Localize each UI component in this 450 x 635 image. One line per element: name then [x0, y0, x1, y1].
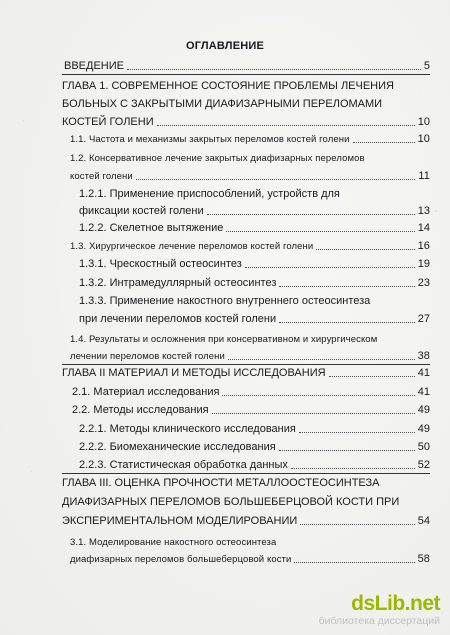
toc-entry-title: 1.3.1. Чрескостный остеосинтез	[79, 258, 242, 270]
toc-entry-page: 52	[417, 459, 430, 471]
toc-entry[interactable]	[72, 404, 430, 417]
toc-entry[interactable]	[79, 441, 430, 454]
toc-entry-page: 49	[417, 423, 430, 435]
toc-entry-page: 11	[418, 170, 430, 182]
toc-entry[interactable]	[62, 116, 430, 129]
toc-leader	[279, 322, 415, 323]
toc-entry[interactable]	[64, 60, 430, 73]
underline-rule	[62, 364, 430, 365]
toc-entry-line: 1.4. Результаты и осложнения при консервативном и хирургическом	[70, 334, 378, 345]
toc-entry-line: 1.2.1. Применение приспособлений, устройств для	[79, 188, 340, 200]
toc-entry[interactable]	[70, 350, 430, 363]
toc-entry[interactable]	[70, 240, 430, 253]
toc-entry-page: 5	[423, 60, 430, 72]
dslib-watermark	[319, 593, 440, 627]
toc-leader	[245, 267, 415, 268]
toc-entry-title: 1.3.2. Интрамедуллярный остеосинтез	[79, 277, 277, 289]
toc-entry[interactable]	[79, 459, 430, 472]
toc-entry-line: БОЛЬНЫХ С ЗАКРЫТЫМИ ДИАФИЗАРНЫМИ ПЕРЕЛОМАМИ	[62, 98, 383, 110]
toc-entry[interactable]	[79, 258, 430, 271]
toc-entry[interactable]	[79, 205, 430, 218]
toc-entry-page: 49	[417, 404, 430, 416]
toc-leader	[222, 395, 414, 396]
toc-entry-title: фиксации костей голени	[79, 205, 204, 217]
toc-entry[interactable]	[79, 423, 430, 436]
toc-leader	[212, 413, 415, 414]
toc-entry-line: ГЛАВА 1. СОВРЕМЕННОЕ СОСТОЯНИЕ ПРОБЛЕМЫ ЛЕЧЕНИЯ	[62, 80, 394, 92]
toc-leader	[136, 179, 416, 180]
toc-entry[interactable]	[70, 170, 430, 183]
toc-entry-page: 54	[417, 515, 430, 527]
toc-entry-page: 19	[417, 258, 430, 270]
toc-entry-page: 38	[417, 350, 430, 362]
toc-entry-title: 1.1. Частота и механизмы закрытых переломов костей голени	[70, 134, 350, 145]
toc-entry-title: диафизарных переломов большеберцовой кости	[70, 554, 292, 565]
toc-entry-page: 41	[417, 367, 430, 379]
toc-entry-title: 2.1. Материал исследования	[72, 386, 220, 398]
underline-rule	[62, 473, 430, 474]
toc-entry-title: 2.2. Методы исследования	[72, 404, 209, 416]
toc-entry[interactable]	[72, 386, 430, 399]
toc-entry-page: 27	[417, 313, 430, 325]
toc-leader	[294, 562, 414, 563]
toc-entry-line: 1.3.3. Применение накостного внутреннего остеосинтеза	[79, 295, 371, 307]
toc-leader	[291, 468, 415, 469]
toc-entry[interactable]	[62, 515, 430, 528]
toc-entry-page: 10	[417, 133, 430, 145]
toc-leader	[157, 125, 415, 126]
toc-entry-line: 3.1. Моделирование накостного остеосинтеза	[70, 537, 277, 548]
toc-leader	[226, 231, 414, 232]
page-title: ОГЛАВЛЕНИЕ	[185, 40, 265, 52]
toc-entry-title: лечении переломов костей голени	[70, 351, 225, 362]
toc-entry-page: 13	[417, 205, 430, 217]
toc-entry-title: 1.2.2. Скелетное вытяжение	[79, 222, 224, 234]
toc-entry-page: 50	[417, 441, 430, 453]
dslib-logo: dsLib.net	[351, 592, 440, 615]
toc-leader	[316, 249, 414, 250]
toc-entry-title: 2.2.1. Методы клинического исследования	[79, 423, 296, 435]
toc-entry[interactable]	[79, 277, 430, 290]
toc-leader	[279, 286, 414, 287]
toc-leader	[207, 214, 415, 215]
toc-entry-title: КОСТЕЙ ГОЛЕНИ	[62, 116, 154, 128]
toc-entry-title: 2.2.2. Биомеханические исследования	[79, 441, 276, 453]
toc-entry-title: при лечении переломов костей голени	[79, 313, 277, 325]
toc-leader	[353, 142, 415, 143]
toc-entry[interactable]	[79, 313, 430, 326]
toc-entry[interactable]	[62, 367, 430, 380]
toc-entry[interactable]	[70, 133, 430, 146]
toc-entry-title: ЭКСПЕРИМЕНТАЛЬНОМ МОДЕЛИРОВАНИИ	[62, 515, 298, 527]
toc-entry-title: костей голени	[70, 171, 133, 182]
toc-leader	[329, 376, 415, 377]
toc-entry-title: 1.3. Хирургическое лечение переломов костей голени	[70, 241, 314, 252]
toc-entry-title: 2.2.3. Статистическая обработка данных	[79, 459, 288, 471]
toc-entry-page: 16	[417, 240, 430, 252]
toc-leader	[279, 450, 415, 451]
toc-entry-line: ДИАФИЗАРНЫХ ПЕРЕЛОМОВ БОЛЬШЕБЕРЦОВОЙ КОСТИ ПРИ	[62, 496, 400, 508]
toc-entry-page: 58	[417, 553, 430, 565]
toc-entry-page: 41	[417, 386, 430, 398]
toc-entry[interactable]	[79, 222, 430, 235]
toc-entry-page: 10	[417, 116, 430, 128]
toc-entry-title: ВВЕДЕНИЕ	[64, 60, 124, 72]
toc-leader	[228, 359, 415, 360]
toc-leader	[299, 432, 415, 433]
toc-leader	[127, 69, 421, 70]
toc-entry-line: 1.2. Консервативное лечение закрытых диафизарных переломов	[70, 153, 365, 164]
toc-entry-page: 23	[417, 277, 430, 289]
toc-entry-line: ГЛАВА III. ОЦЕНКА ПРОЧНОСТИ МЕТАЛЛООСТЕОСИНТЕЗА	[62, 477, 380, 489]
toc-entry-page: 14	[417, 222, 430, 234]
toc-entry[interactable]	[70, 553, 430, 566]
dslib-tagline: библиотека диссертаций	[318, 615, 440, 627]
toc-leader	[300, 524, 414, 525]
toc-entry-title: ГЛАВА II МАТЕРИАЛ И МЕТОДЫ ИССЛЕДОВАНИЯ	[62, 367, 326, 379]
underline-rule	[62, 74, 430, 75]
